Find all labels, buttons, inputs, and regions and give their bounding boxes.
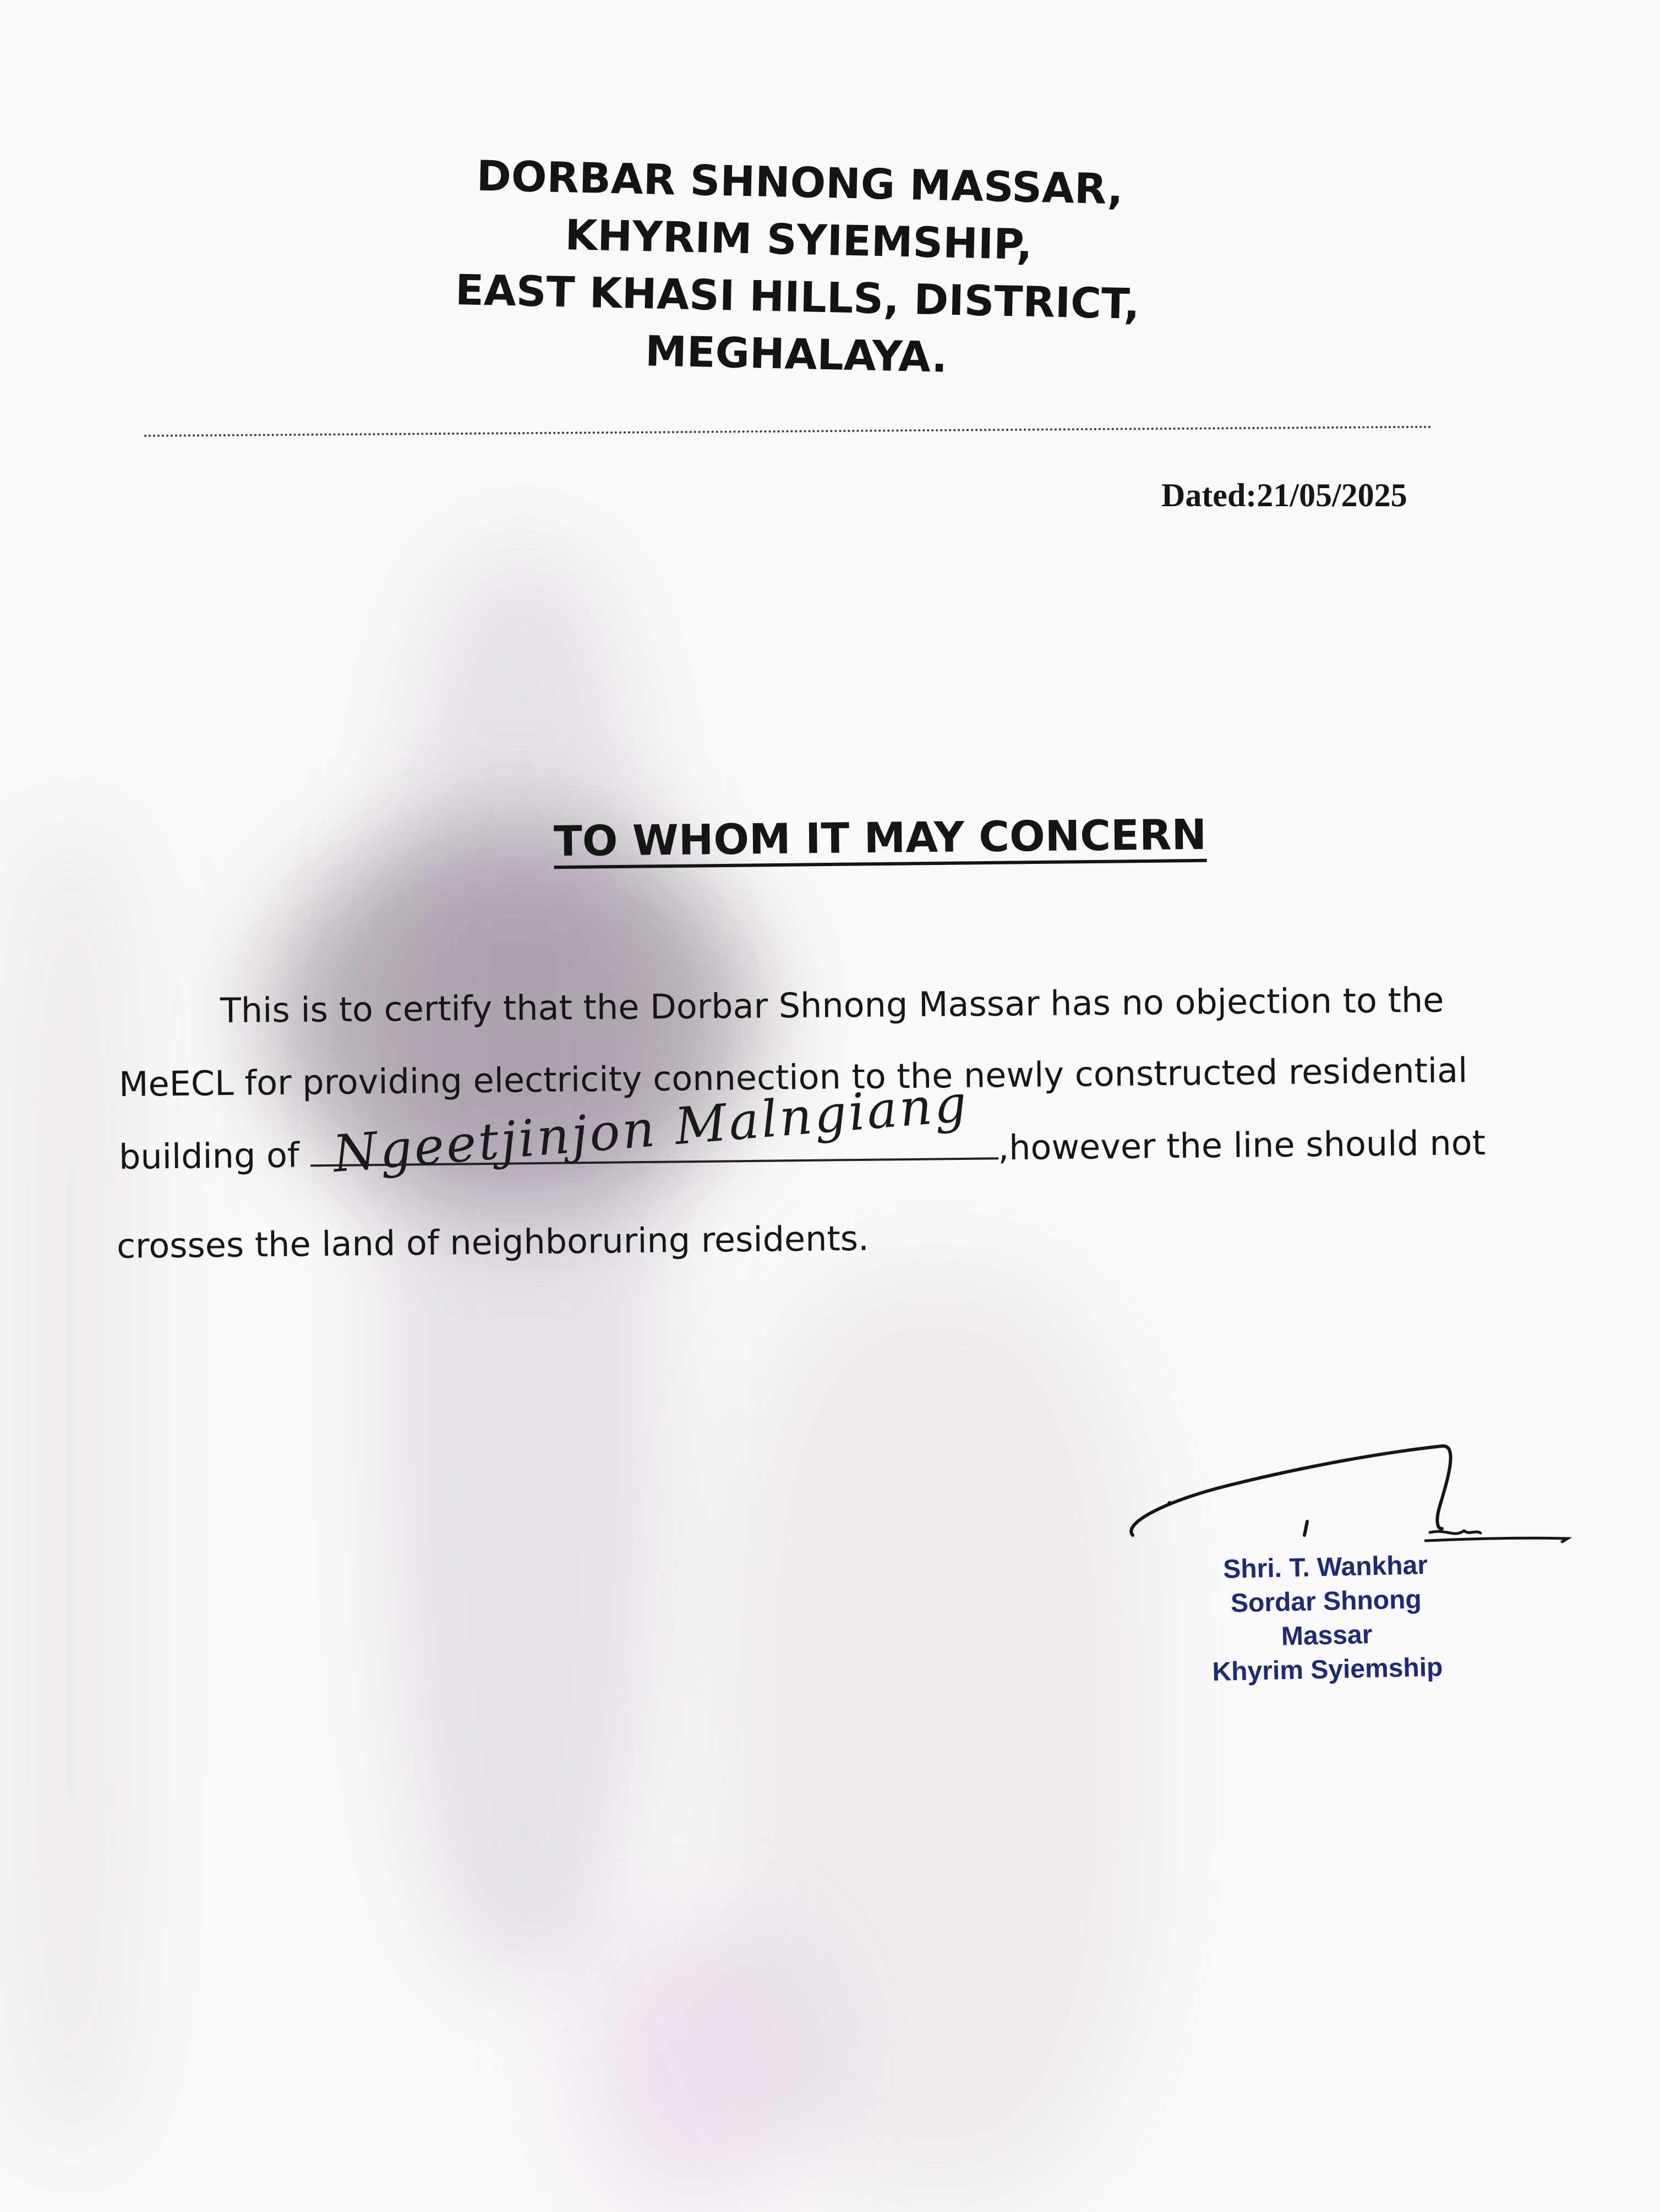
signatory-title: Khyrim Syiemship <box>1212 1652 1443 1687</box>
signatory-block <box>1165 1547 1487 1690</box>
letterhead-line: KHYRIM SYIEMSHIP, <box>564 210 1033 269</box>
subject-heading: TO WHOM IT MAY CONCERN <box>553 809 1207 866</box>
body-line-3-prefix: building of <box>118 1135 300 1177</box>
body-line-3-suffix: ,however the line should not <box>998 1122 1486 1168</box>
dotted-divider <box>144 426 1432 437</box>
body-line-2: MeECL for providing electricity connection to the newly constructed residential <box>118 1050 1468 1104</box>
date-line: Dated:21/05/2025 <box>1161 477 1407 513</box>
signature-stroke <box>1430 1531 1481 1534</box>
signatory-name: Shri. T. Wankhar <box>1222 1551 1428 1584</box>
handwritten-name: Ngeetjinjon Malngiang <box>330 1074 971 1184</box>
signature-drawing <box>1117 1431 1580 1563</box>
letterhead-line: EAST KHASI HILLS, DISTRICT, <box>455 265 1140 329</box>
body-line-4: crosses the land of neighboruring residents. <box>116 1218 870 1266</box>
signature-stroke <box>1304 1521 1307 1535</box>
signature-stroke <box>1426 1538 1568 1542</box>
letterhead-line: MEGHALAYA. <box>645 326 948 382</box>
body-line-1: This is to certify that the Dorbar Shnong Massar has no objection to the <box>220 979 1444 1031</box>
signatory-title: Sordar Shnong <box>1230 1585 1422 1618</box>
signatory-title: Massar <box>1281 1620 1373 1651</box>
signature-stroke <box>1131 1446 1450 1535</box>
letterhead-line: DORBAR SHNONG MASSAR, <box>476 151 1124 214</box>
letterhead <box>438 146 1158 390</box>
signature-dot <box>1167 1501 1172 1505</box>
name-blank <box>310 1074 998 1184</box>
